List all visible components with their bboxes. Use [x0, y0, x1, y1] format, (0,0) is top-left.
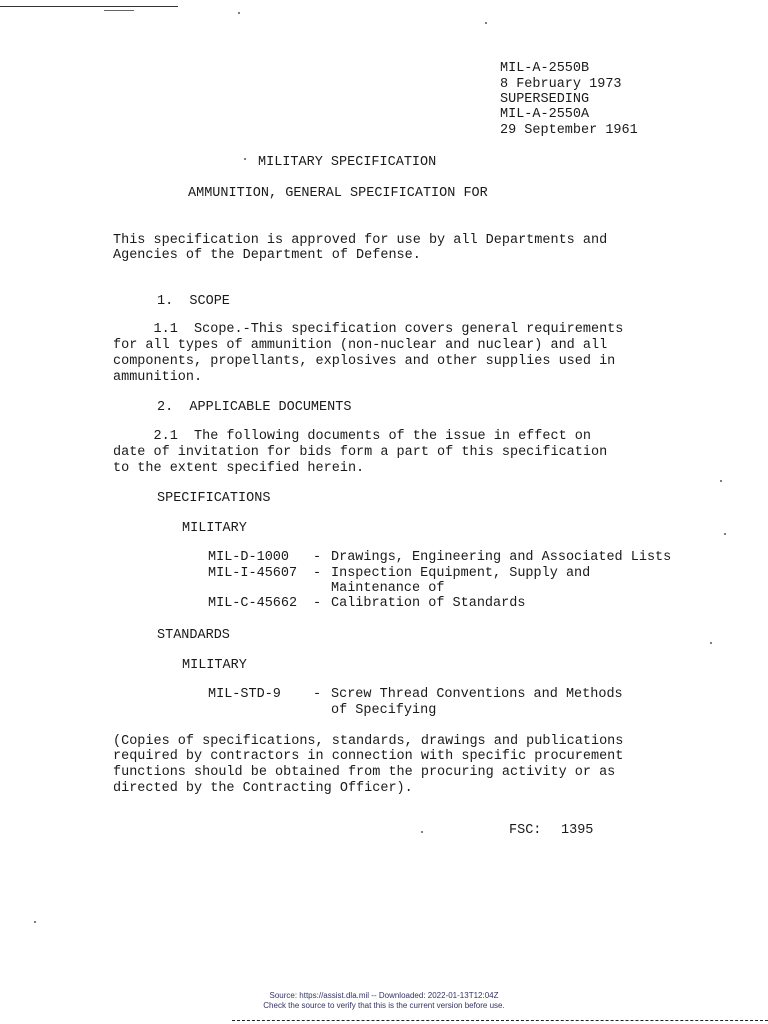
scope-para-line: components, propellants, explosives and other supplies used in: [113, 354, 616, 369]
standard-id: MIL-STD-9: [208, 687, 281, 702]
copies-note-line: directed by the Contracting Officer).: [113, 781, 413, 796]
copies-note-line: (Copies of specifications, standards, drawings and publications: [113, 734, 624, 749]
fsc-value: 1395: [561, 823, 594, 838]
spec-desc: Calibration of Standards: [331, 596, 526, 611]
spec-id: MIL-C-45662: [208, 596, 298, 611]
scope-para-line: ammunition.: [113, 370, 203, 385]
scan-speck: [244, 158, 246, 160]
spec-dash: -: [313, 566, 322, 581]
verify-footer: Check the source to verify that this is the current version before use.: [263, 1001, 505, 1010]
specifications-military-label: MILITARY: [182, 521, 247, 536]
standards-label: STANDARDS: [157, 628, 230, 643]
scan-line: [0, 6, 178, 7]
spec-desc: Drawings, Engineering and Associated Lists: [331, 550, 672, 565]
scan-speck: [720, 480, 722, 482]
scan-speck: [724, 533, 726, 535]
scope-para-line: for all types of ammunition (non-nuclear and nuclear) and all: [113, 338, 608, 353]
standard-desc: Screw Thread Conventions and Methods: [331, 687, 623, 702]
scan-bottom-line: [232, 1020, 768, 1021]
spec-title: AMMUNITION, GENERAL SPECIFICATION FOR: [188, 186, 488, 201]
scope-para-line: 1.1 Scope.-This specification covers general requirements: [113, 322, 624, 337]
spec-dash: -: [313, 596, 322, 611]
section-heading-applicable-documents: 2. APPLICABLE DOCUMENTS: [157, 400, 352, 415]
copies-note-line: functions should be obtained from the procuring activity or as: [113, 765, 616, 780]
spec-type-heading: MILITARY SPECIFICATION: [258, 155, 437, 170]
documents-para-line: to the extent specified herein.: [113, 461, 365, 476]
previous-doc-date: 29 September 1961: [500, 123, 638, 138]
documents-para-line: 2.1 The following documents of the issue in effect on: [113, 429, 591, 444]
specifications-label: SPECIFICATIONS: [157, 491, 271, 506]
scan-speck: [34, 921, 36, 923]
spec-id: MIL-I-45607: [208, 566, 298, 581]
standard-dash: -: [313, 687, 322, 702]
superseding-label: SUPERSEDING: [500, 92, 590, 107]
scan-line: [104, 10, 134, 11]
spec-id: MIL-D-1000: [208, 550, 290, 565]
spec-dash: -: [313, 550, 322, 565]
previous-doc-number: MIL-A-2550A: [500, 107, 590, 122]
fsc-label: FSC:: [509, 823, 542, 838]
spec-desc: Inspection Equipment, Supply and: [331, 566, 591, 581]
approval-line: Agencies of the Department of Defense.: [113, 248, 421, 263]
standard-desc: of Specifying: [331, 703, 437, 718]
scan-speck: [421, 831, 423, 833]
scan-speck: [710, 642, 712, 644]
spec-desc: Maintenance of: [331, 581, 445, 596]
doc-date: 8 February 1973: [500, 77, 622, 92]
approval-line: This specification is approved for use by all Departments and: [113, 233, 608, 248]
scan-speck: [485, 22, 487, 24]
standards-military-label: MILITARY: [182, 658, 247, 673]
doc-number: MIL-A-2550B: [500, 61, 590, 76]
scan-speck: [238, 12, 240, 14]
section-heading-scope: 1. SCOPE: [157, 294, 230, 309]
copies-note-line: required by contractors in connection with specific procurement: [113, 749, 624, 764]
source-footer: Source: https://assist.dla.mil -- Downloaded: 2022-01-13T12:04Z: [269, 991, 499, 1000]
documents-para-line: date of invitation for bids form a part of this specification: [113, 445, 608, 460]
